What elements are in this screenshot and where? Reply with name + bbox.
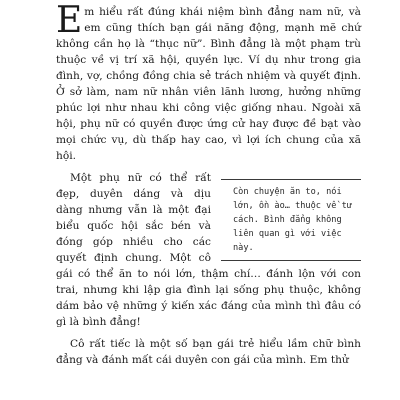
paragraph-3: Cô rất tiếc là một số bạn gái trẻ hiểu lầm chữ bình đẳng và đánh mất cái duyên con gái của mình. Em thử bbox=[56, 338, 361, 366]
paragraph-2-block bbox=[56, 170, 361, 330]
paragraph-1-text: m hiểu rất đúng khái niệm bình đẳng nam nữ, và em cũng thích bạn gái năng động, mạnh mẽ chứ không cần họ là “thục nữ”. Bình đẳng là một phạm trù thuộc về vị trí xã hội, quyền lực. Ví dụ như trong gia đình, vợ, chồng đồng chia sẻ trách nhiệm và quyết định. Ở sở làm, nam nữ nhân viên lãnh lương, hưởng những phúc lợi như nhau khi công việc giống nhau. Ngoài xã hội, phụ nữ có quyền được ứng cử hay được đề bạt vào mọi chức vụ, dù thấp hay cao, vì lợi ích chung của xã hội. bbox=[56, 6, 361, 162]
pull-quote: Còn chuyện ăn to, nói lớn, ồn ào… thuộc về tư cách. Bình đẳng không liên quan gì với việc này. bbox=[221, 179, 361, 261]
paragraph-2: Một phụ nữ có thể rất đẹp, duyên dáng và dịu dàng nhưng vẫn là một đại biểu quốc hội sắc bén và đóng góp nhiều cho các quyết định chung. Một cô gái có thể ăn to nói lớn, thậm chí… đánh lộn với con trai, nhưng khi lập gia đình lại sống phụ thuộc, không dám bảo vệ những ý kiến xác đáng của mình thì đâu có gì là bình đẳng! bbox=[56, 172, 361, 328]
book-page bbox=[56, 0, 361, 368]
paragraph-1 bbox=[56, 0, 361, 164]
drop-cap: E bbox=[56, 0, 83, 41]
